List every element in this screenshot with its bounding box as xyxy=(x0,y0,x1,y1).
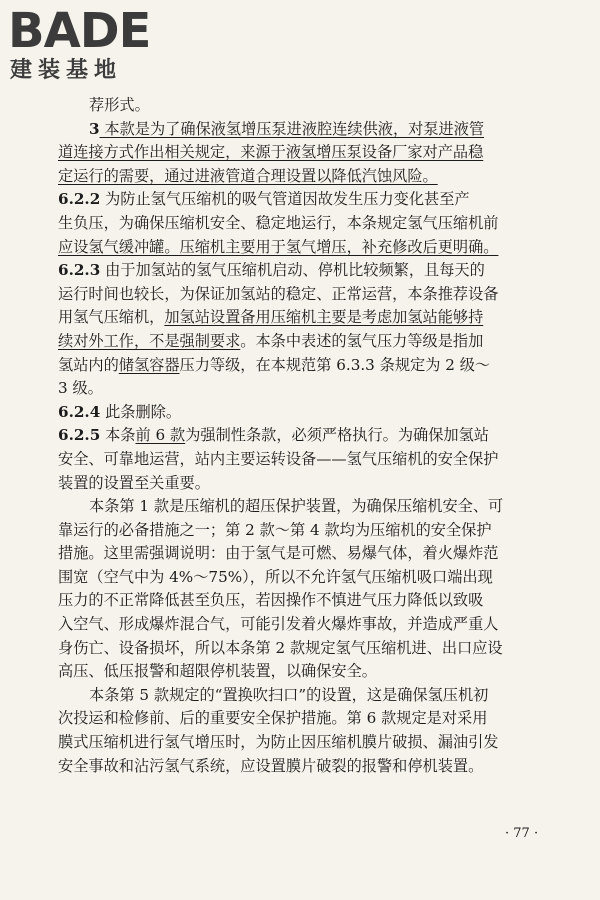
text-line: 3 级。 xyxy=(58,379,103,398)
text-line: 应设氢气缓冲罐。压缩机主要用于氢气增压，补充修改后更明确。 xyxy=(58,237,499,256)
text-line: 围宽（空气中为 4%～75%），所以不允许氢气压缩机吸口端出现 xyxy=(58,567,493,586)
text-line: 安全、可靠地运营，站内主要运转设备——氢气压缩机的安全保护 xyxy=(58,449,499,468)
item-number: 3 xyxy=(89,119,100,138)
text-line: 3 本款是为了确保液氢增压泵进液腔连续供液，对泵进液管 xyxy=(89,119,485,138)
text-line: 定运行的需要，通过进液管道合理设置以降低汽蚀风险。 xyxy=(58,166,438,185)
text-line: 高压、低压报警和超限停机装置，以确保安全。 xyxy=(58,662,377,681)
text-line: 本条第 1 款是压缩机的超压保护装置，为确保压缩机安全、可 xyxy=(89,497,504,516)
text-line: 措施。这里需强调说明：由于氢气是可燃、易爆气体，着火爆炸范 xyxy=(58,544,499,563)
text-line: 生负压，为确保压缩机安全、稳定地运行，本条规定氢气压缩机前 xyxy=(58,213,499,232)
text-line: 安全事故和沾污氢气系统，应设置膜片破裂的报警和停机装置。 xyxy=(58,756,484,775)
logo-subtitle: 建装基地 xyxy=(10,58,123,83)
text-line: 荐形式。 xyxy=(89,96,150,114)
bade-logo xyxy=(8,3,178,84)
text-line: 次投运和检修前、后的重要安全保护措施。第 6 款规定是对采用 xyxy=(58,709,488,728)
text-line: 运行时间也较长，为保证加氢站的稳定、正常运营，本条推荐设备 xyxy=(58,284,499,303)
text-line: 本条第 5 款规定的“置换吹扫口”的设置，这是确保氢压机初 xyxy=(89,685,489,704)
clause-number: 6.2.5 xyxy=(58,426,101,445)
text-line: 6.2.3 由于加氢站的氢气压缩机启动、停机比较频繁，且每天的 xyxy=(58,261,485,280)
page-number: · 77 · xyxy=(505,826,539,841)
clause-number: 6.2.2 xyxy=(58,190,101,209)
clause-number: 6.2.3 xyxy=(58,261,101,280)
text-line: 续对外工作，不是强制要求。本条中表述的氢气压力等级是指加 xyxy=(58,331,484,350)
text-line: 6.2.5 本条前 6 款为强制性条款，必须严格执行。为确保加氢站 xyxy=(58,426,489,445)
text-line: 靠运行的必备措施之一；第 2 款～第 4 款均为压缩机的安全保护 xyxy=(58,520,492,539)
text-line: 6.2.4 此条删除。 xyxy=(58,402,182,421)
text-line: 装置的设置至关重要。 xyxy=(58,473,210,492)
text-line: 膜式压缩机进行氢气增压时，为防止因压缩机膜片破损、漏油引发 xyxy=(58,733,499,752)
text-line: 用氢气压缩机，加氢站设置备用压缩机主要是考虑加氢站能够持 xyxy=(58,308,484,327)
text-line: 身伤亡、设备损坏，所以本条第 2 款规定氢气压缩机进、出口应设 xyxy=(58,638,503,657)
logo-wordmark: BADE xyxy=(8,3,151,59)
text-line: 氢站内的储氢容器压力等级，在本规范第 6.3.3 条规定为 2 级～ xyxy=(58,355,491,374)
page-body xyxy=(58,94,568,778)
text-line: 6.2.2 为防止氢气压缩机的吸气管道因故发生压力变化甚至产 xyxy=(58,190,470,209)
text-line: 道连接方式作出相关规定，来源于液氢增压泵设备厂家对产品稳 xyxy=(58,143,484,162)
clause-number: 6.2.4 xyxy=(58,402,101,421)
text-line: 入空气、形成爆炸混合气，可能引发着火爆炸事故，并造成严重人 xyxy=(58,615,499,634)
text-line: 压力的不正常降低甚至负压，若因操作不慎进气压力降低以致吸 xyxy=(58,591,484,610)
